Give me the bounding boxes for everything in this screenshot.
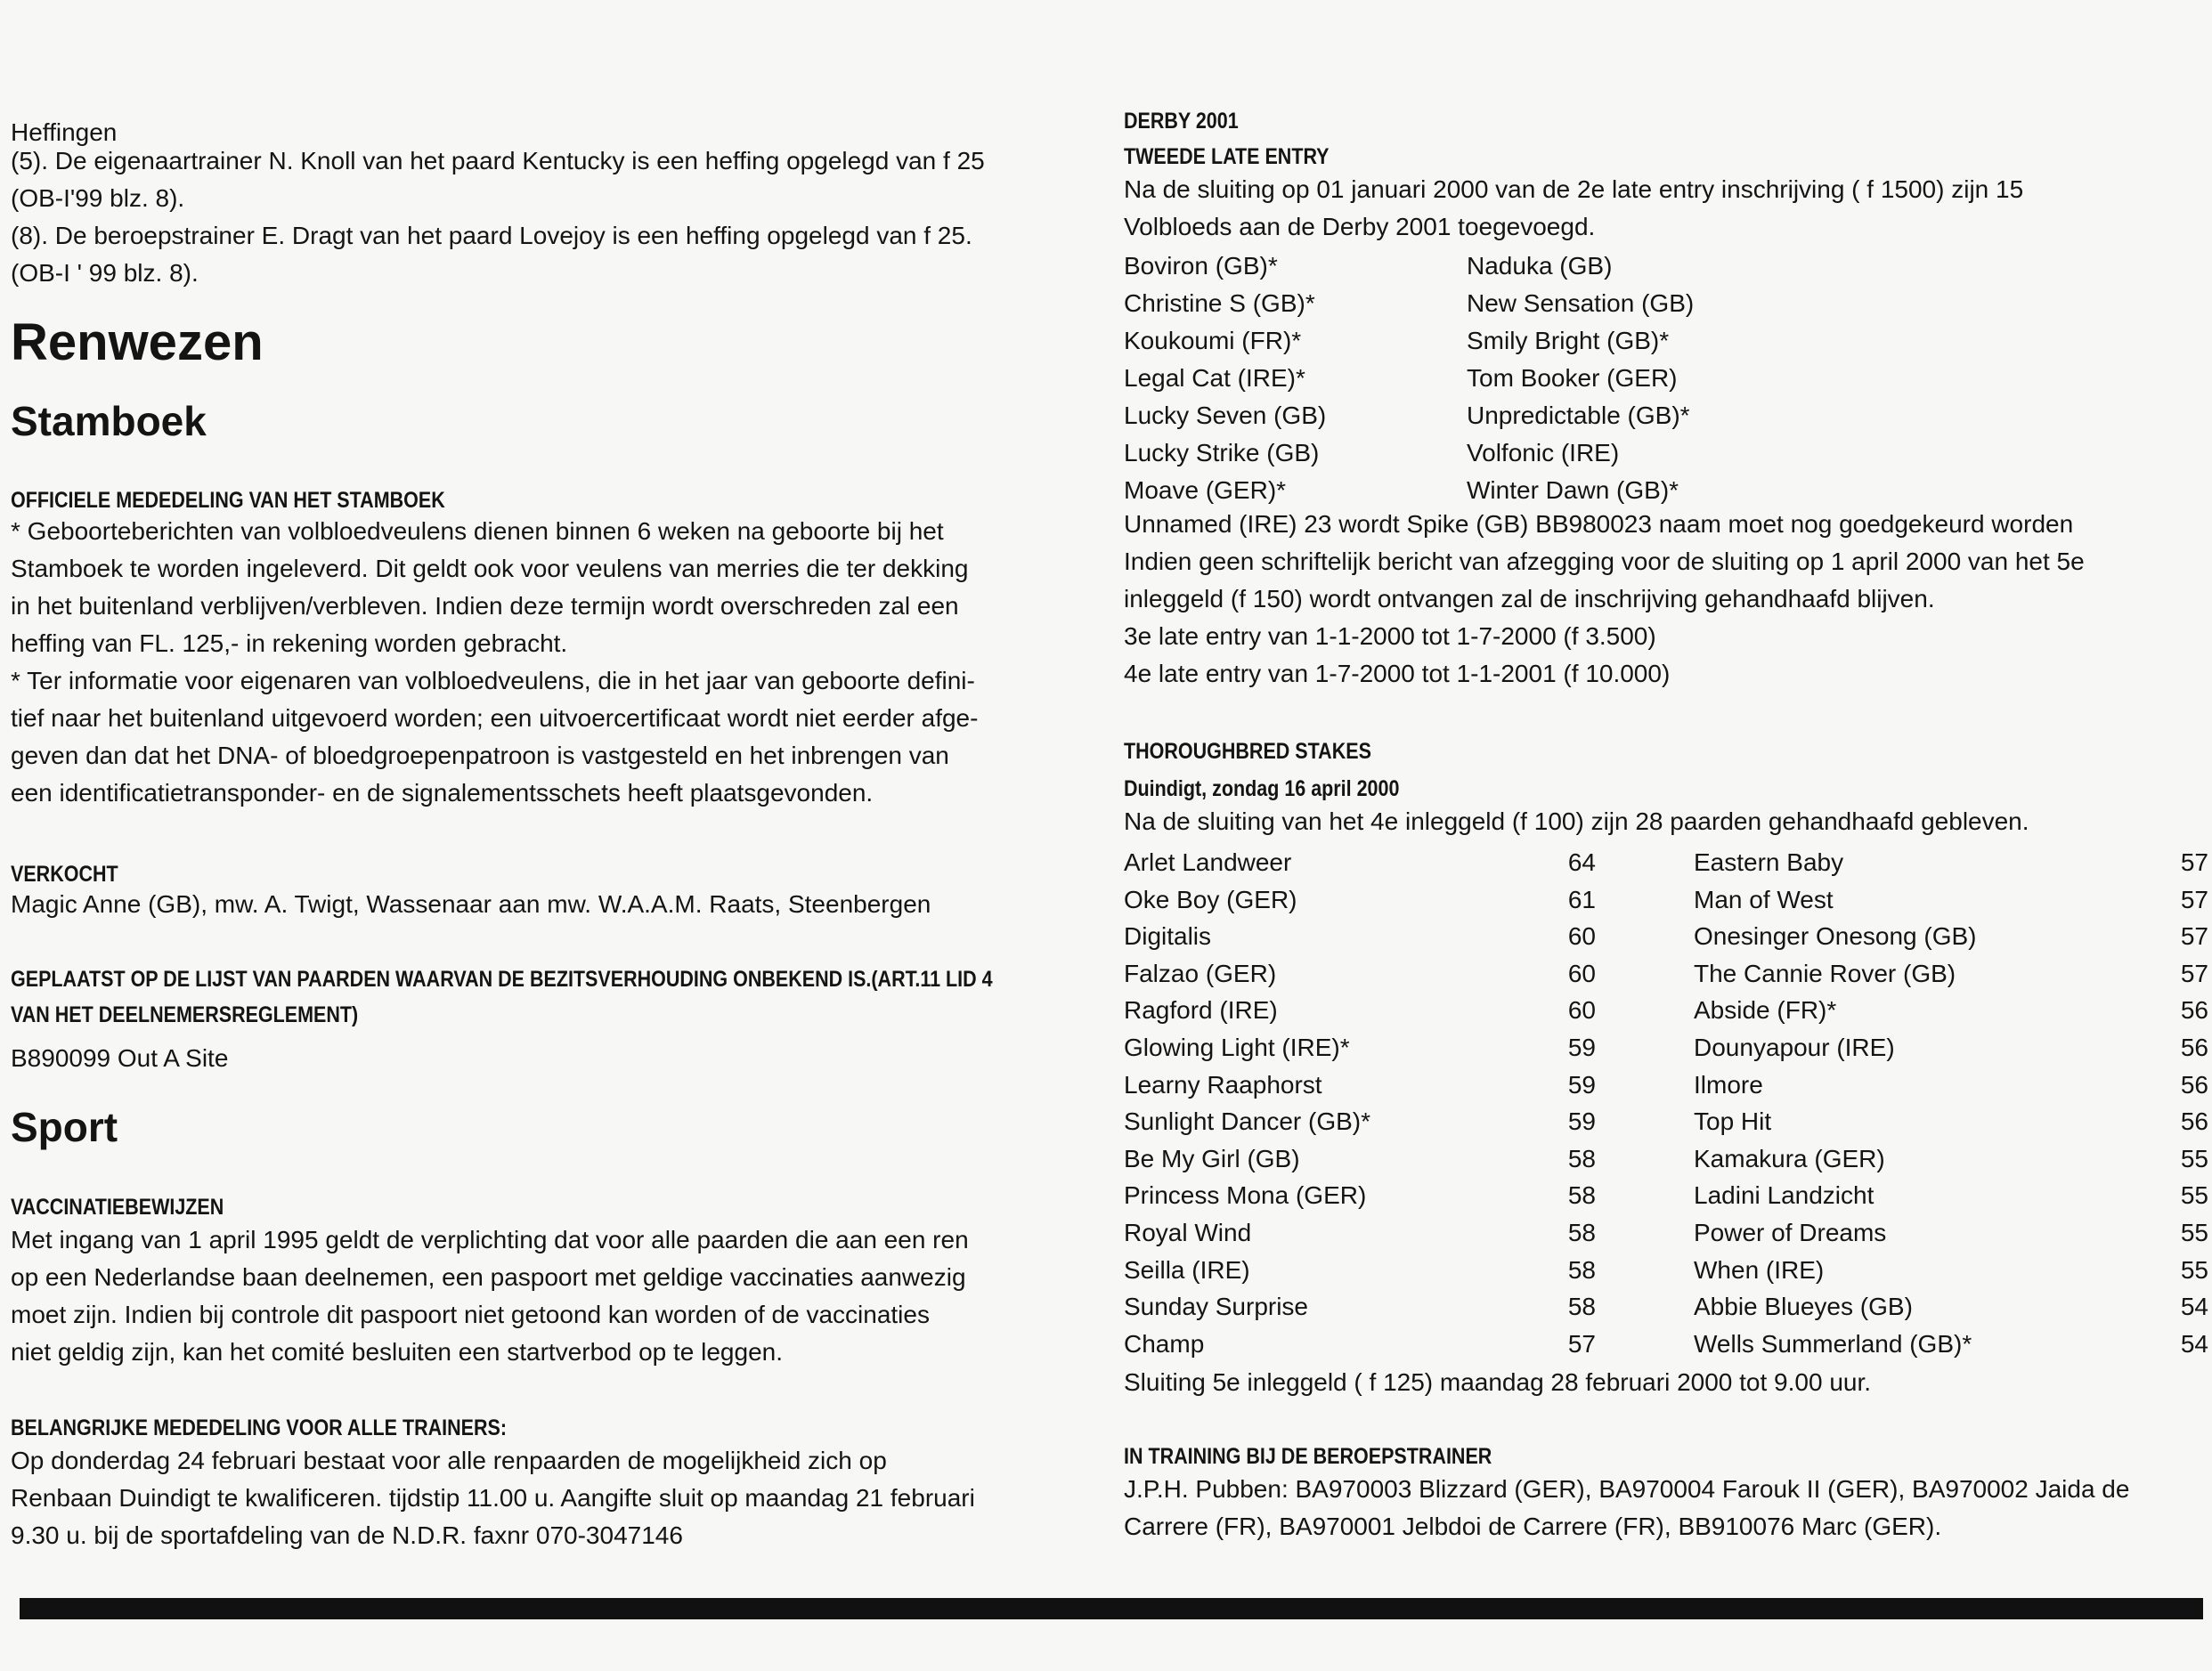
derby-horse-left: Christine S (GB)* [1124,289,1315,317]
officiele-line: geven dan dat het DNA- of bloedgroepenpatroon is vastgesteld en het inbrengen van [11,742,949,769]
stakes-horse-weight: 60 [1567,922,1596,951]
stakes-horse-weight: 58 [1567,1255,1596,1284]
officiele-line: tief naar het buitenland uitgevoerd worden; een uitvoercertificaat wordt niet eerder afge- [11,704,979,732]
vacc-line: moet zijn. Indien bij controle dit paspoort niet getoond kan worden of de vaccinaties [11,1301,930,1328]
derby-horse-left: Lucky Strike (GB) [1124,439,1320,466]
officiele-line: * Ter informatie voor eigenaren van volbloedveulens, die in het jaar van geboorte defini- [11,667,975,694]
training-line: J.P.H. Pubben: BA970003 Blizzard (GER), BA970004 Farouk II (GER), BA970002 Jaida de [1124,1475,2130,1503]
stakes-horse-weight: 55 [2180,1144,2208,1172]
stakes-horse-weight: 55 [2180,1255,2208,1284]
stakes-horse-name: Kamakura (GER) [1694,1144,1885,1172]
stakes-horse-weight: 58 [1567,1293,1596,1321]
derby-horse-left: Koukoumi (FR)* [1124,327,1302,354]
stakes-horse-name: Falzao (GER) [1124,959,1277,987]
trainers-text [11,1442,1079,1554]
stakes-horse-name: Ilmore [1694,1070,1763,1099]
derby-intro [1124,171,2192,246]
derby-after [1124,506,2192,693]
stakes-horse-weight: 57 [1567,1329,1596,1358]
stakes-horse-weight: 58 [1567,1219,1596,1246]
subsection-heading-stamboek: Stamboek [11,398,207,444]
heffingen-line: (8). De beroepstrainer E. Dragt van het paard Lovejoy is een heffing opgelegd van f 25. [11,222,972,249]
officiele-text [11,513,1079,812]
derby-after-line: inleggeld (f 150) wordt ontvangen zal de inschrijving gehandhaafd blijven. [1124,585,1935,612]
stakes-horse-name: Oke Boy (GER) [1124,885,1297,913]
stakes-horse-name: Arlet Landweer [1124,848,1292,876]
stakes-horse-weight: 57 [2180,848,2208,876]
vacc-line: niet geldig zijn, kan het comité besluiten een startverbod op te leggen. [11,1338,784,1366]
officiele-line: een identificatietransponder- en de signalementsschets heeft plaatsgevonden. [11,779,874,807]
stakes-horse-name: Princess Mona (GER) [1124,1181,1367,1210]
stakes-horse-weight: 57 [2180,959,2208,987]
heffingen-title: Heffingen [11,118,118,146]
derby-horse-left: Lucky Seven (GB) [1124,402,1327,429]
stakes-horse-name: Abbie Blueyes (GB) [1694,1293,1913,1321]
stakes-horse-weight: 56 [2180,1034,2208,1061]
trainers-line: Op donderdag 24 februari bestaat voor alle renpaarden de mogelijkheid zich op [11,1447,887,1474]
stakes-horse-name: The Cannie Rover (GB) [1694,959,1956,987]
stakes-horse-weight: 57 [2180,885,2208,913]
officiele-line: heffing van FL. 125,- in rekening worden gebracht. [11,629,568,657]
derby-intro-line: Volbloeds aan de Derby 2001 toegevoegd. [1124,213,1596,240]
stakes-horse-name: Eastern Baby [1694,848,1844,876]
stakes-horse-name: Seilla (IRE) [1124,1255,1250,1284]
derby-horse-right: Smily Bright (GB)* [1467,327,1670,354]
derby-horse-left: Boviron (GB)* [1124,252,1278,280]
geplaatst-title-continued: VAN HET DEELNEMERSREGLEMENT) [11,1002,359,1027]
stakes-horse-weight: 59 [1567,1034,1596,1061]
stakes-horse-name: Sunday Surprise [1124,1293,1309,1321]
geplaatst-text: B890099 Out A Site [11,1044,229,1072]
stakes-horse-name: Power of Dreams [1694,1219,1887,1246]
derby-after-line: 4e late entry van 1-7-2000 tot 1-1-2001 (f 10.000) [1124,660,1671,687]
trainers-title: BELANGRIJKE MEDEDELING VOOR ALLE TRAINERS: [11,1415,508,1440]
geplaatst-title: GEPLAATST OP DE LIJST VAN PAARDEN WAARVAN DE BEZITSVERHOUDING ONBEKEND IS.(ART.11 LID 4 [11,967,993,992]
stakes-horse-weight: 61 [1567,885,1596,913]
stakes-horse-weight: 59 [1567,1107,1596,1136]
section-heading-sport: Sport [11,1104,118,1150]
derby-horse-right: Naduka (GB) [1467,252,1613,280]
verkocht-title: VERKOCHT [11,862,118,887]
derby-horse-right: Volfonic (IRE) [1467,439,1620,466]
stakes-horse-name: Ragford (IRE) [1124,996,1278,1025]
stakes-after: Sluiting 5e inleggeld ( f 125) maandag 28 februari 2000 tot 9.00 uur. [1124,1368,1872,1396]
tweede-late-entry-title: TWEEDE LATE ENTRY [1124,144,1330,169]
heffingen-text [11,142,1079,292]
stakes-horse-name: When (IRE) [1694,1255,1825,1284]
stakes-horse-weight: 55 [2180,1181,2208,1210]
vacc-text [11,1221,1079,1371]
heffingen-line: (OB-I'99 blz. 8). [11,184,185,212]
stakes-horse-name: Wells Summerland (GB)* [1694,1329,1972,1358]
officiele-line: Stamboek te worden ingeleverd. Dit geldt ook voor veulens van merries die ter dekking [11,555,969,582]
stakes-horse-name: Champ [1124,1329,1205,1358]
stakes-horse-name: Sunlight Dancer (GB)* [1124,1107,1371,1136]
stakes-horse-weight: 64 [1567,848,1596,876]
derby-horse-right: Unpredictable (GB)* [1467,402,1690,429]
training-title: IN TRAINING BIJ DE BEROEPSTRAINER [1124,1444,1492,1469]
stakes-horse-weight: 55 [2180,1219,2208,1246]
trainers-line: Renbaan Duindigt te kwalificeren. tijdstip 11.00 u. Aangifte sluit op maandag 21 februari [11,1484,975,1512]
stakes-horse-name: Ladini Landzicht [1694,1181,1875,1210]
derby-horse-right: Winter Dawn (GB)* [1467,476,1679,504]
stakes-horse-name: Digitalis [1124,922,1212,951]
stakes-horse-weight: 54 [2180,1329,2208,1358]
stakes-horse-weight: 58 [1567,1144,1596,1172]
stakes-date: Duindigt, zondag 16 april 2000 [1124,776,1400,801]
derby-horse-right: Tom Booker (GER) [1467,364,1678,392]
vacc-line: Met ingang van 1 april 1995 geldt de verplichting dat voor alle paarden die aan een ren [11,1226,969,1253]
heffingen-line: (5). De eigenaartrainer N. Knoll van het paard Kentucky is een heffing opgelegd van f 25 [11,147,985,174]
stakes-horse-name: Onesinger Onesong (GB) [1694,922,1977,951]
stakes-horse-name: Royal Wind [1124,1219,1252,1246]
stakes-horse-weight: 58 [1567,1181,1596,1210]
heffingen-line: (OB-I ' 99 blz. 8). [11,259,199,287]
stakes-horse-weight: 56 [2180,1107,2208,1136]
stakes-horse-weight: 56 [2180,1070,2208,1099]
officiele-title: OFFICIELE MEDEDELING VAN HET STAMBOEK [11,488,445,513]
stakes-horse-weight: 56 [2180,996,2208,1025]
trainers-line: 9.30 u. bij de sportafdeling van de N.D.R. faxnr 070-3047146 [11,1521,683,1549]
officiele-line: in het buitenland verblijven/verbleven. Indien deze termijn wordt overschreden zal een [11,592,959,620]
section-heading-renwezen: Renwezen [11,313,264,371]
derby-horse-right: New Sensation (GB) [1467,289,1695,317]
stakes-horse-weight: 57 [2180,922,2208,951]
officiele-line: * Geboorteberichten van volbloedveulens dienen binnen 6 weken na geboorte bij het [11,517,944,545]
stakes-horse-name: Abside (FR)* [1694,996,1837,1025]
stakes-title: THOROUGHBRED STAKES [1124,739,1371,764]
derby-after-line: Unnamed (IRE) 23 wordt Spike (GB) BB980023 naam moet nog goedgekeurd worden [1124,510,2074,538]
stakes-horse-name: Learny Raaphorst [1124,1070,1322,1099]
stakes-horse-name: Top Hit [1694,1107,1772,1136]
stakes-horse-name: Man of West [1694,885,1834,913]
vacc-line: op een Nederlandse baan deelnemen, een paspoort met geldige vaccinaties aanwezig [11,1263,966,1291]
footer-rule [20,1598,2203,1619]
stakes-horse-name: Dounyapour (IRE) [1694,1034,1895,1061]
vacc-title: VACCINATIEBEWIJZEN [11,1195,224,1220]
derby-title: DERBY 2001 [1124,109,1239,134]
stakes-horse-name: Be My Girl (GB) [1124,1144,1300,1172]
stakes-horse-weight: 60 [1567,959,1596,987]
stakes-horse-weight: 59 [1567,1070,1596,1099]
training-line: Carrere (FR), BA970001 Jelbdoi de Carrere (FR), BB910076 Marc (GER). [1124,1513,1942,1540]
derby-horse-left: Moave (GER)* [1124,476,1287,504]
derby-intro-line: Na de sluiting op 01 januari 2000 van de 2e late entry inschrijving ( f 1500) zijn 15 [1124,175,2024,203]
training-text [1124,1471,2192,1545]
stakes-horse-name: Glowing Light (IRE)* [1124,1034,1350,1061]
stakes-horse-weight: 54 [2180,1293,2208,1321]
derby-after-line: 3e late entry van 1-1-2000 tot 1-7-2000 (f 3.500) [1124,622,1656,650]
verkocht-text: Magic Anne (GB), mw. A. Twigt, Wassenaar aan mw. W.A.A.M. Raats, Steenbergen [11,890,931,918]
stakes-horse-weight: 60 [1567,996,1596,1025]
derby-after-line: Indien geen schriftelijk bericht van afzegging voor de sluiting op 1 april 2000 van het 5e [1124,548,2085,575]
derby-horse-left: Legal Cat (IRE)* [1124,364,1305,392]
stakes-intro: Na de sluiting van het 4e inleggeld (f 100) zijn 28 paarden gehandhaafd gebleven. [1124,807,2029,835]
